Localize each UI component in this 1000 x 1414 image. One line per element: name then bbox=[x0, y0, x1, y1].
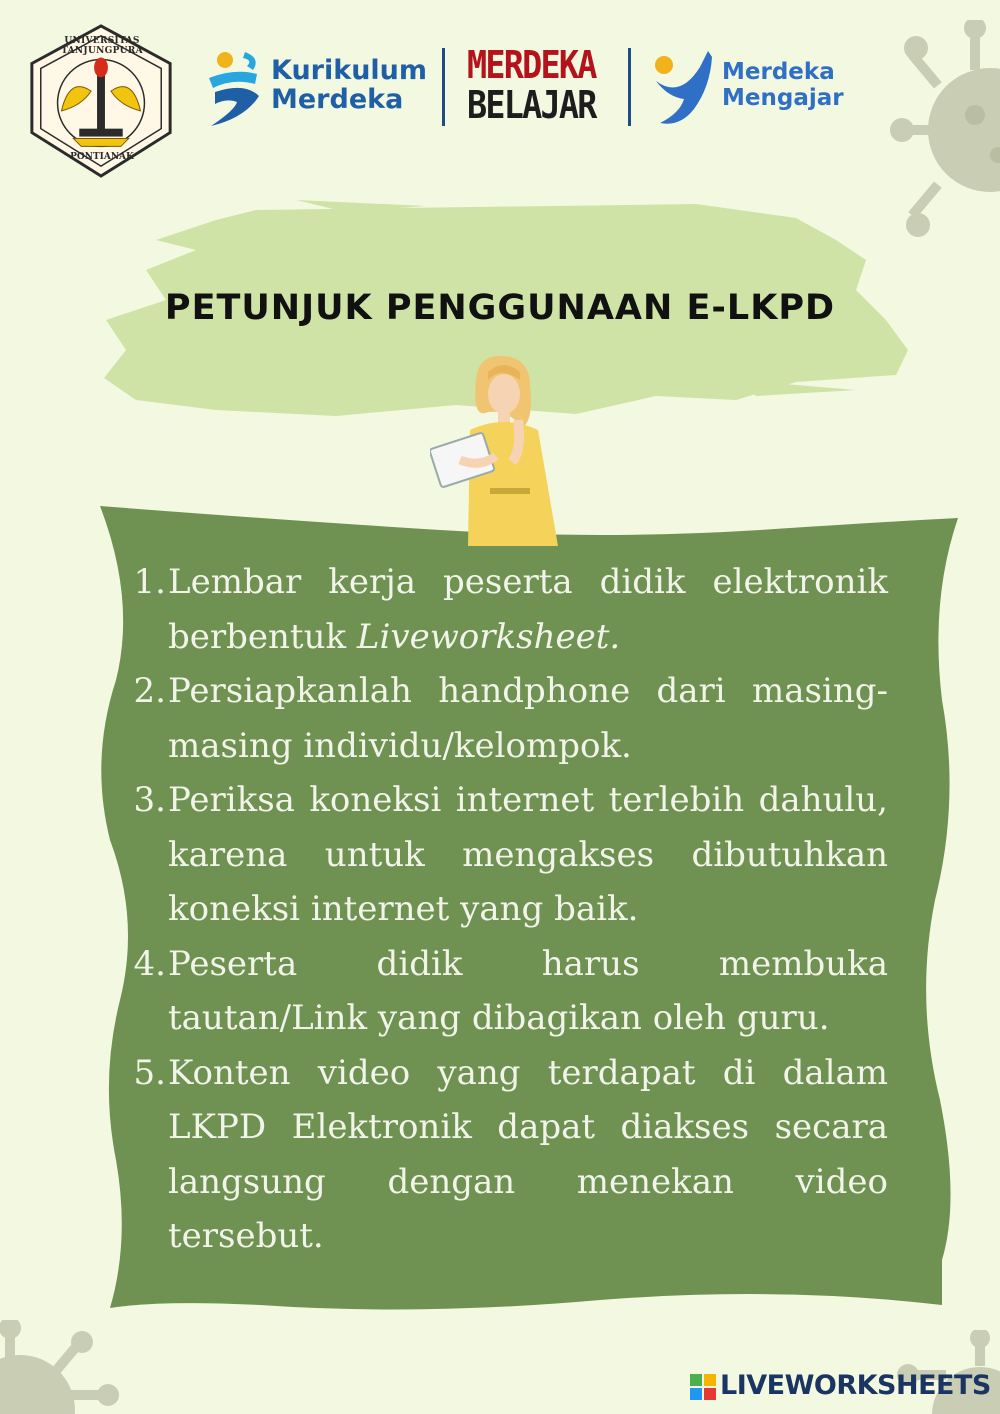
list-item bbox=[118, 773, 888, 937]
list-item bbox=[118, 937, 888, 1046]
page-title: PETUNJUK PENGGUNAAN E-LKPD bbox=[164, 288, 836, 328]
university-seal-bottom-text: PONTIANAK bbox=[70, 152, 134, 162]
merdeka-belajar-line2: BELAJAR bbox=[467, 83, 596, 127]
list-item-text: Periksa koneksi internet terlebih dahulu, karena untuk mengakses dibutuhkan koneksi internet yang baik. bbox=[168, 780, 888, 929]
list-item-number: 3. bbox=[133, 780, 166, 820]
merdeka-mengajar-line1: Merdeka bbox=[722, 59, 835, 85]
list-item bbox=[118, 555, 888, 664]
liveworksheets-logo-icon bbox=[690, 1374, 716, 1400]
merdeka-belajar-line1: MERDEKA bbox=[467, 43, 596, 87]
list-item-number: 1. bbox=[133, 562, 166, 602]
merdeka-mengajar-logo bbox=[650, 47, 850, 129]
teacher-with-clipboard-illustration bbox=[430, 350, 570, 546]
merdeka-belajar-logo bbox=[467, 45, 607, 129]
liveworksheets-brand-text: LIVEWORKSHEETS bbox=[720, 1370, 991, 1401]
list-item-text: Konten video yang terdapat di dalam LKPD Elektronik dapat diakses secara langsung dengan menekan video tersebut. bbox=[168, 1052, 888, 1256]
header-divider bbox=[628, 48, 631, 126]
list-item-text-italic: Liveworksheet. bbox=[356, 616, 621, 657]
list-item-text: Peserta didik harus membuka tautan/Link yang dibagikan oleh guru. bbox=[168, 943, 888, 1038]
list-item-text-main: Lembar kerja peserta didik elektronik berbentuk bbox=[168, 562, 888, 657]
kurikulum-merdeka-logo bbox=[205, 48, 445, 128]
merdeka-mengajar-icon bbox=[650, 47, 716, 129]
list-item-number: 4. bbox=[133, 943, 166, 984]
virus-decoration-icon bbox=[0, 1320, 120, 1414]
university-seal-top-text: UNIVERSITAS TANJUNGPURA bbox=[61, 36, 143, 56]
merdeka-mengajar-line2: Mengajar bbox=[722, 85, 844, 111]
header-divider bbox=[442, 48, 445, 126]
kurikulum-line1: Kurikulum bbox=[271, 55, 428, 86]
list-item bbox=[118, 1046, 888, 1264]
kurikulum-merdeka-icon bbox=[205, 48, 267, 128]
list-item bbox=[118, 664, 888, 773]
list-item-number: 2. bbox=[133, 671, 166, 711]
list-item-text: Persiapkanlah handphone dari masing-masing individu/kelompok. bbox=[168, 671, 888, 766]
list-item-number: 5. bbox=[133, 1052, 166, 1093]
instruction-list bbox=[118, 555, 888, 1264]
list-item-text bbox=[166, 555, 888, 664]
kurikulum-line2: Merdeka bbox=[271, 84, 404, 115]
